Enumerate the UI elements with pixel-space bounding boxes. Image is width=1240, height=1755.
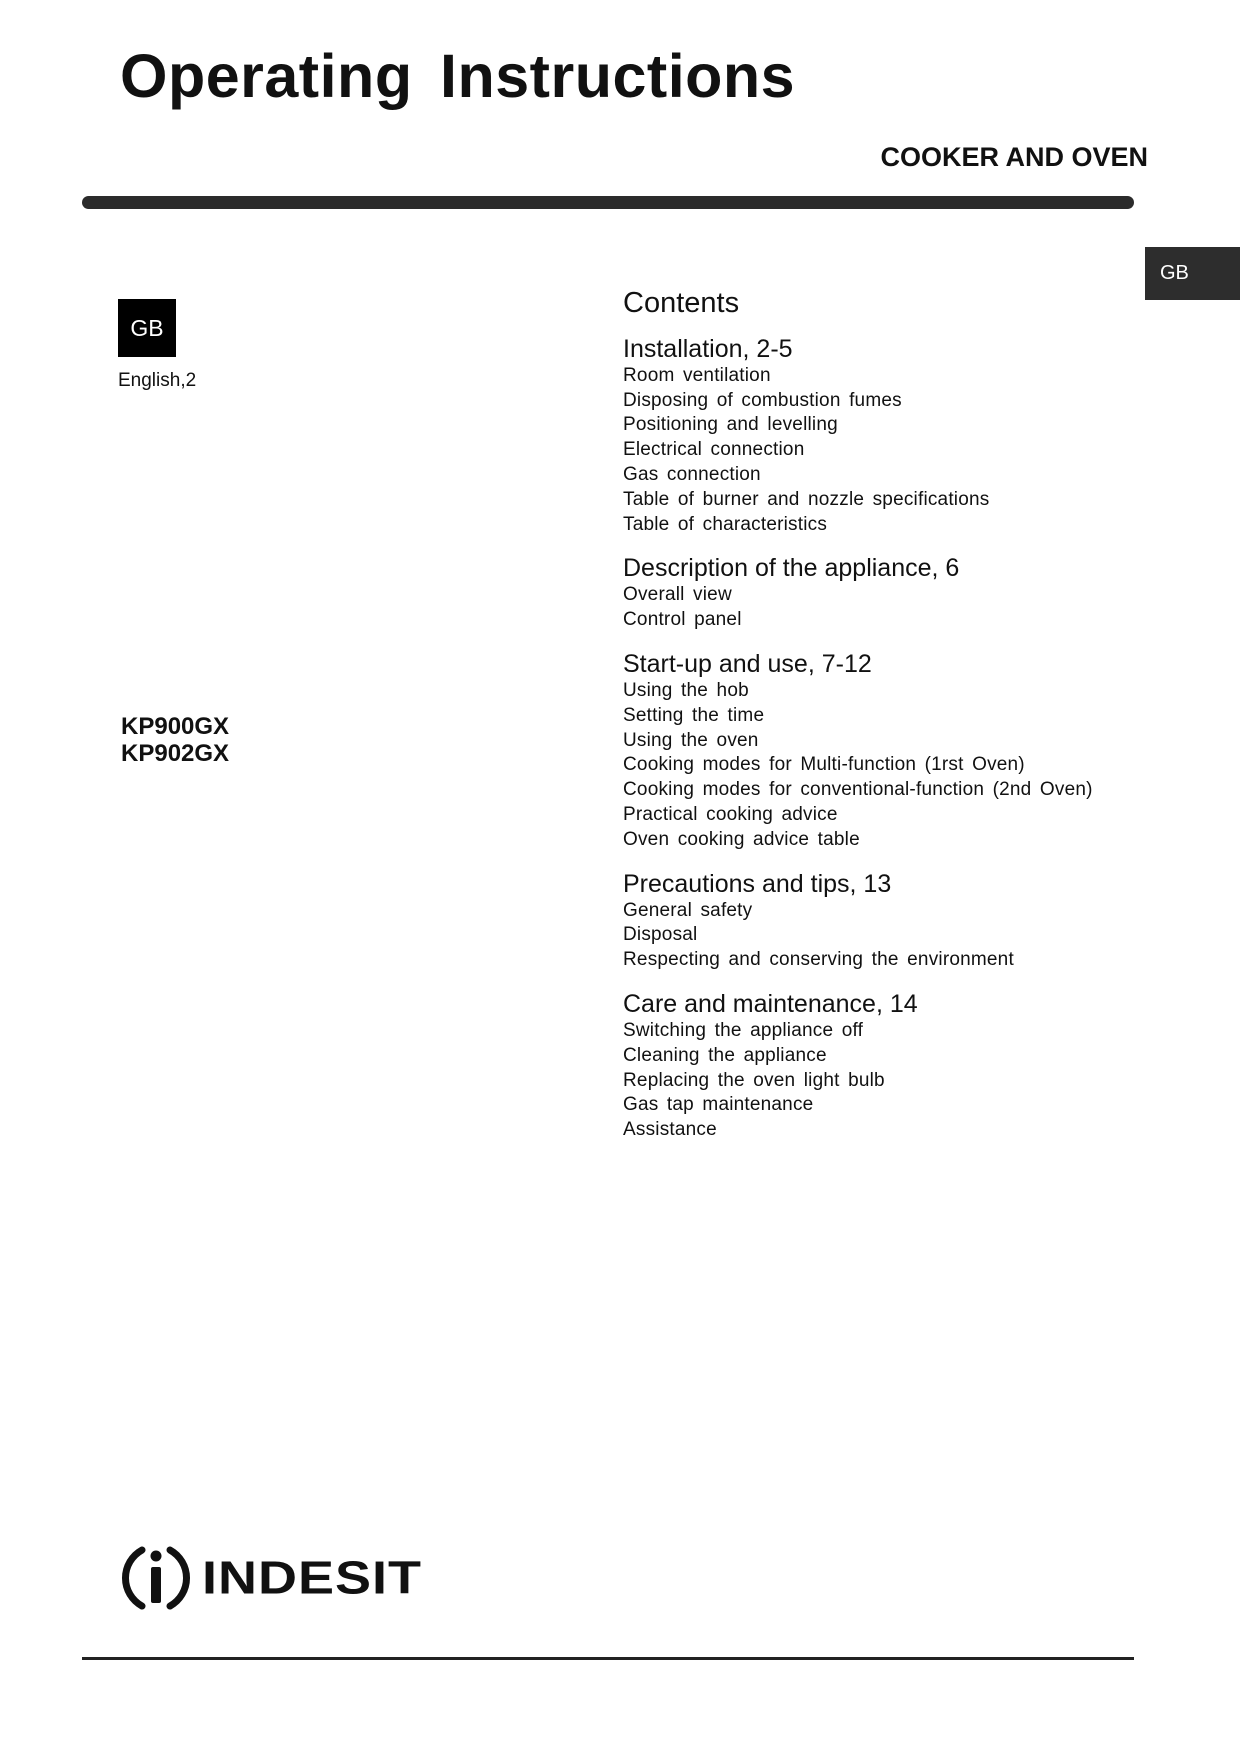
toc-section-startup: [623, 650, 1163, 853]
toc-item: Respecting and conserving the environment: [623, 949, 1014, 971]
language-tab: GB: [1145, 247, 1240, 300]
toc-item: Table of burner and nozzle specifications: [623, 488, 990, 510]
toc-item: Practical cooking advice: [623, 803, 838, 825]
toc-item: Positioning and levelling: [623, 414, 838, 436]
model-number: KP902GX: [121, 740, 230, 767]
toc-item: Gas connection: [623, 463, 761, 485]
product-type: COOKER AND OVEN: [880, 142, 1148, 172]
toc-item: Using the hob: [623, 679, 749, 701]
toc-item: Gas tap maintenance: [623, 1094, 814, 1116]
toc-section-title: Installation, 2-5: [623, 334, 793, 363]
toc-item: Room ventilation: [623, 364, 771, 386]
toc-item: Cooking modes for conventional-function (2nd Oven): [623, 779, 1093, 801]
toc-item: Using the oven: [623, 729, 759, 751]
model-number: KP900GX: [121, 713, 230, 740]
toc-item: Overall view: [623, 584, 732, 606]
toc-section-title: Care and maintenance, 14: [623, 989, 918, 1018]
indesit-i-circle-icon: [118, 1540, 194, 1616]
language-page-ref: English,2: [118, 370, 197, 391]
toc-item: Replacing the oven light bulb: [623, 1069, 885, 1091]
toc-section-precautions: [623, 870, 1163, 973]
toc-item: Disposing of combustion fumes: [623, 389, 902, 411]
brand-logo: [118, 1538, 423, 1618]
toc-section-care: [623, 990, 1163, 1143]
toc-item: Switching the appliance off: [623, 1019, 864, 1041]
toc-item: Control panel: [623, 609, 742, 631]
toc-section-title: Start-up and use, 7-12: [623, 649, 872, 678]
header-divider: [82, 196, 1134, 209]
toc-section-installation: [623, 335, 1163, 538]
toc-item: Setting the time: [623, 704, 765, 726]
language-badge: GB: [118, 299, 176, 357]
brand-wordmark: INDESIT: [202, 1552, 423, 1604]
toc-item: Electrical connection: [623, 439, 805, 461]
toc-section-title: Description of the appliance, 6: [623, 554, 960, 583]
toc-item: Oven cooking advice table: [623, 828, 860, 850]
toc-item: Cleaning the appliance: [623, 1044, 827, 1066]
toc-item: Cooking modes for Multi-function (1rst Oven): [623, 754, 1025, 776]
toc-section-title: Precautions and tips, 13: [623, 869, 892, 898]
contents-heading: Contents: [623, 287, 740, 319]
page-title: Operating Instructions: [120, 42, 796, 110]
table-of-contents: [623, 286, 1163, 1160]
toc-item: General safety: [623, 899, 753, 921]
toc-item: Assistance: [623, 1119, 717, 1141]
model-list: [121, 713, 229, 767]
toc-item: Table of characteristics: [623, 513, 828, 535]
toc-item: Disposal: [623, 924, 698, 946]
footer-divider: [82, 1657, 1134, 1660]
toc-section-description: [623, 554, 1163, 633]
